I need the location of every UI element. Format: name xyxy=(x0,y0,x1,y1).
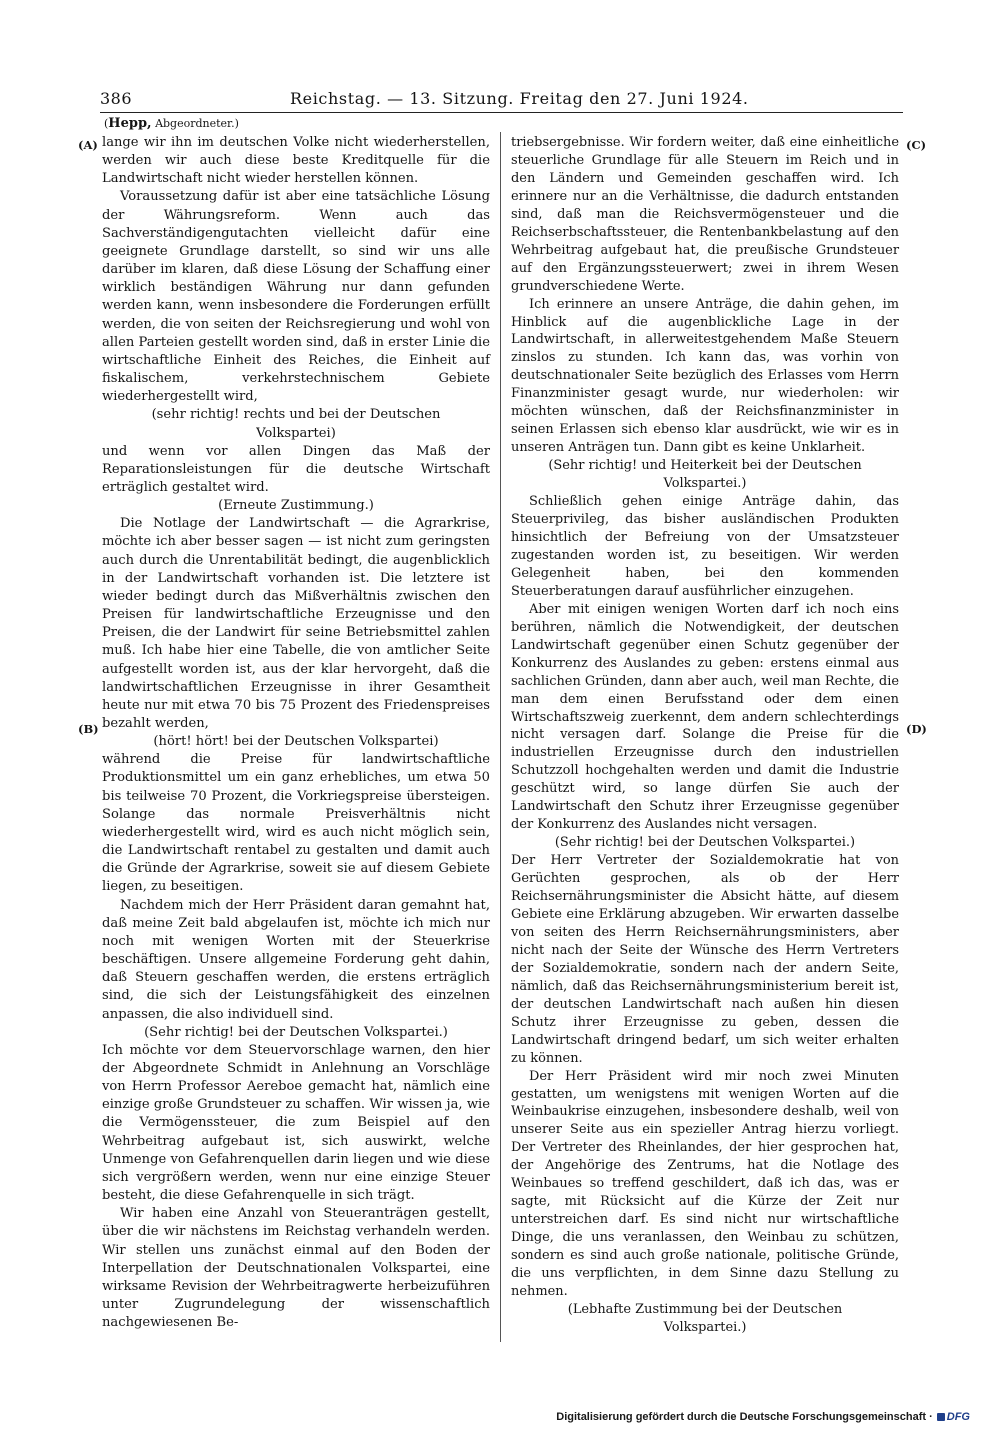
interjection: (sehr richtig! rechts und bei der Deutschen Volkspartei) xyxy=(151,407,441,441)
running-title: Reichstag. — 13. Sitzung. Freitag den 27. Juni 1924. xyxy=(290,89,749,108)
paragraph: Der Herr Vertreter der Sozialdemokratie hat von Gerüchten gesprochen, als ob der Herr Reichsernährungsminister die Absicht hätte, auf diesem Gebiete eine Erklärung abzugeben. Wir erwarten dasselbe von seiten des Herrn Reichsernährungsministers, aber nicht nach der Seite der Wünsche des Herrn Vertreters der Sozialdemokratie, sondern nach der andern Seite, nämlich, daß das Reichsernährungsministerium bereit ist, der deutschen Landwirtschaft nach außen hin diesen Schutz ihrer Erzeugnisse zu geben, dessen die Landwirtschaft dringend bedarf, um sich weiter erhalten zu können. xyxy=(511,853,899,1066)
paragraph: Voraussetzung dafür ist aber eine tatsächliche Lösung der Währungsreform. Wenn auch das Sachverständigengutachten vielleicht dafür eine geeignete Grundlage darstellt, so sind wir uns alle darüber im klaren, daß diese Lösung der Schaffung einer wirklich beständigen Währung nur dann gefunden werden kann, wenn insbesondere die Forderungen erfüllt werden, die von seiten der Reichsregierung und wohl von allen Parteien gestellt worden sind, daß in erster Linie die wirtschaftliche Einheit des Reiches, die Einheit auf fiskalischem, verkehrstechnischem Gebiete wiederhergestellt wird, xyxy=(102,189,490,405)
page-number: 386 xyxy=(100,89,133,108)
margin-marker-b: (B) xyxy=(78,722,99,736)
margin-marker-d: (D) xyxy=(906,722,927,736)
dfg-mark-icon xyxy=(937,1413,945,1421)
margin-marker-a: (A) xyxy=(78,138,98,152)
paragraph: Wir haben eine Anzahl von Steueranträgen gestellt, über die wir nächstens im Reichstag verhandeln werden. Wir stellen uns zunächst einmal auf den Boden der Interpellation der Deutschnationalen Volkspartei, eine wirksame Revision der Wehrbeitragwerte herbeizuführen unter Zugrundelegung der wissenschaftlich nachgewiesenen Be- xyxy=(102,1206,490,1331)
digitization-credit xyxy=(556,1411,970,1423)
paragraph: Ich möchte vor dem Steuervorschlage warnen, den hier der Abgeordnete Schmidt in Anlehnung an Vorschläge von Herrn Professor Aereboe gemacht hat, nämlich eine einzige große Grundsteuer zu schaffen. Wir wissen ja, wie die Vermögenssteuer, die zum Beispiel auf den Wehrbeitrag aufgebaut ist, sich auswirkt, welche Unmenge von Gefahrenquellen darin liegen und wie diese sich vergrößern werden, wenn nur eine einzige Steuer besteht, die diese Gefahrenquelle in sich trägt. xyxy=(102,1042,490,1204)
speaker-name: Hepp, xyxy=(108,116,152,131)
left-text-column xyxy=(102,134,490,1332)
interjection: (Erneute Zustimmung.) xyxy=(218,498,374,514)
paragraph: und wenn vor allen Dingen das Maß der Reparationsleistungen für die deutsche Wirtschaft erträglich gestaltet wird. xyxy=(102,443,490,495)
credit-text: Digitalisierung gefördert durch die Deutsche Forschungsgemeinschaft · xyxy=(556,1411,933,1423)
column-divider xyxy=(500,132,501,1342)
interjection: (Sehr richtig! und Heiterkeit bei der Deutschen Volkspartei.) xyxy=(548,458,862,492)
paragraph: Aber mit einigen wenigen Worten darf ich noch eins berühren, nämlich die Notwendigkeit, der deutschen Landwirtschaft gegenüber einen Schutz gegenüber der Konkurrenz des Auslandes zu geben: erstens einmal aus sachlichen Gründen, dann aber auch, weil man Rechte, die man dem einen Berufsstand oder dem einen Wirtschaftszweig zuerkennt, dem andern schlechterdings nicht versagen darf. Solange die Preise für die industriellen Erzeugnisse durch den industriellen Schutzzoll hochgehalten werden und damit die Industrie geschützt wird, so lange dürfen Sie auch der Landwirtschaft den Schutz ihrer Erzeugnisse gegenüber der Konkurrenz des Auslandes nicht versagen. xyxy=(511,601,899,833)
paragraph: Ich erinnere an unsere Anträge, die dahin gehen, im Hinblick auf die augenblickliche Lage in der Landwirtschaft, in allerweitestgehendem Maße Steuern zinslos zu stunden. Ich kann das, was vorhin von deutschnationaler Seite bezüglich des Erlasses vom Herrn Finanzminister gesagt wurde, nur wiederholen: wir möchten wünschen, daß der Reichsfinanzminister in seinen Erlassen sich ebenso klar ausdrückt, wie wir es in unseren Anträgen tun. Dann gibt es keine Unklarheit. xyxy=(511,296,899,456)
interjection: (Sehr richtig! bei der Deutschen Volkspartei.) xyxy=(554,835,856,851)
page-header xyxy=(100,88,900,110)
paragraph: triebsergebnisse. Wir fordern weiter, daß eine einheitliche steuerliche Grundlage für alle Steuern im Reich und in den Ländern und Gemeinden geschaffen wird. Ich erinnere nur an die Verhältnisse, die dadurch entstanden sind, daß man die Reichsvermögensteuer und die Reichserbschaftssteuer, die Rentenbankbelastung auf den Wehrbeitrag aufgebaut hat, die preußische Grundsteuer auf den Ergänzungssteuerwert; zwei in ihrem Wesen grundverschiedene Werte. xyxy=(511,135,899,294)
header-rule xyxy=(100,112,903,113)
dfg-logo xyxy=(937,1411,970,1423)
paragraph: lange wir ihn im deutschen Volke nicht wiederherstellen, werden wir auch diese beste Kreditquelle für die Landwirtschaft nicht wieder herstellen können. xyxy=(102,135,490,187)
speaker-attribution: (Hepp, Abgeordneter.) xyxy=(104,116,239,131)
margin-marker-c: (C) xyxy=(906,138,927,152)
speaker-role: Abgeordneter. xyxy=(155,117,235,130)
right-text-column xyxy=(511,134,899,1337)
interjection: (hört! hört! bei der Deutschen Volkspartei) xyxy=(153,734,439,750)
paragraph: während die Preise für landwirtschaftliche Produktionsmittel um ein ganz erhebliches, um etwa 50 bis teilweise 70 Prozent, die Vorkriegspreise übersteigen. Solange das normale Preisverhältnis nicht wiederhergestellt wird, wird es auch nicht möglich sein, die Landwirtschaft rentabel zu gestalten und damit auch die Gründe der Agrarkrise, soweit sie auf diesem Gebiete liegen, zu beseitigen. xyxy=(102,752,490,895)
paragraph: Schließlich gehen einige Anträge dahin, das Steuerprivileg, das bisher ausländischen Produkten hinsichtlich der Befreiung von der Umsatzsteuer zugestanden worden ist, zu beseitigen. Wir werden Gelegenheit haben, bei den kommenden Steuerberatungen darauf ausführlicher einzugehen. xyxy=(511,494,899,599)
dfg-logo-text: DFG xyxy=(946,1411,970,1423)
interjection: (Sehr richtig! bei der Deutschen Volkspartei.) xyxy=(144,1024,448,1040)
paragraph: Die Notlage der Landwirtschaft — die Agrarkrise, möchte ich aber besser sagen — ist nicht zum geringsten auch durch die Unrentabilität bedingt, die augenblicklich in der Landwirtschaft vorhanden ist. Die letztere ist wieder bedingt durch das Mißverhältnis zwischen den Preisen für landwirtschaftliche Erzeugnisse und den Preisen, die der Landwirt für seine Betriebsmittel zahlen muß. Ich habe hier eine Tabelle, die von amtlicher Seite aufgestellt worden ist, aus der klar hervorgeht, daß die landwirtschaftlichen Erzeugnisse in ihrer Gesamtheit heute nur mit etwa 70 bis 75 Prozent des Friedenspreises bezahlt werden, xyxy=(102,516,490,731)
interjection: (Lebhafte Zustimmung bei der Deutschen Volkspartei.) xyxy=(567,1301,843,1335)
paragraph: Der Herr Präsident wird mir noch zwei Minuten gestatten, um wenigstens mit wenigen Worten auf die Weinbaukrise einzugehen, insbesondere deshalb, weil von unserer Seite aus ein spezieller Antrag hierzu vorliegt. Der Vertreter des Rheinlandes, der hier gesprochen hat, der Angehörige des Zentrums, hat die Notlage des Weinbaues so treffend geschildert, daß ich das, was er sagte, mit Rücksicht auf die Kürze der Zeit nur unterstreichen darf. Es sind nicht nur wirtschaftliche Dinge, die uns veranlassen, den Weinbau zu schützen, sondern es sind auch große nationale, politische Gründe, die uns verpflichten, in dem Sinne dazu Stellung zu nehmen. xyxy=(511,1068,899,1299)
paragraph: Nachdem mich der Herr Präsident daran gemahnt hat, daß meine Zeit bald abgelaufen ist, möchte ich mich nur noch mit wenigen Worten mit der Steuerkrise beschäftigen. Unsere allgemeine Forderung geht dahin, daß Steuern geschaffen werden, die erstens erträglich sind, die sich der Leistungsfähigkeit des einzelnen anpassen, die also individuell sind. xyxy=(102,897,490,1022)
